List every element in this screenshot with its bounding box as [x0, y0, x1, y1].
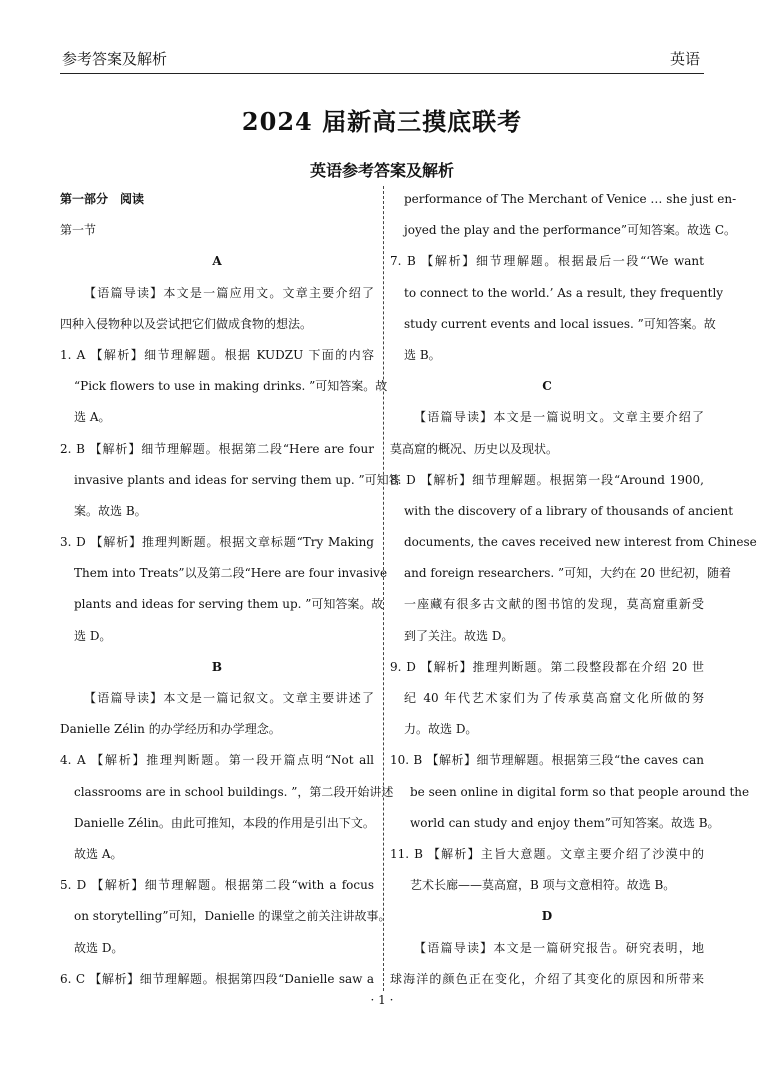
- document-subtitle: 英语参考答案及解析: [309, 161, 454, 180]
- page-number: · 1 ·: [370, 993, 394, 1007]
- text-line: 选 A。: [74, 410, 111, 425]
- answer-line: 1. A 【解析】细节理解题。根据 KUDZU 下面的内容: [60, 347, 374, 362]
- text-line: with the discovery of a library of thousands of ancient: [404, 503, 734, 518]
- text-line: 球海洋的颜色正在变化，介绍了其变化的原因和所带来: [390, 971, 704, 986]
- text-line: 纪 40 年代艺术家们为了传承莫高窟文化所做的努: [404, 691, 704, 705]
- header-right: 英语: [669, 50, 700, 68]
- text-line: 到了关注。故选 D。: [404, 628, 514, 643]
- answer-line: 2. B 【解析】细节理解题。根据第二段“Here are four: [60, 441, 374, 456]
- text-line: Danielle Zélin 的办学经历和办学理念。: [60, 722, 281, 737]
- passage-heading-b: B: [211, 659, 223, 674]
- header-left: 参考答案及解析: [62, 50, 168, 68]
- text-line: 故选 D。: [74, 940, 124, 955]
- text-line: Them into Treats”以及第二段“Here are four invasive: [74, 566, 388, 581]
- answer-line: 10. B 【解析】细节理解题。根据第三段“the caves can: [390, 753, 704, 768]
- text-line: 四种入侵物种以及尝试把它们做成食物的想法。: [60, 316, 313, 331]
- text-line: invasive plants and ideas for serving them up. ”可知答: [74, 472, 401, 487]
- document-title: 2024 届新高三摸底联考: [241, 107, 523, 136]
- text-line: performance of The Merchant of Venice … she just en-: [404, 192, 737, 206]
- answer-line: 5. D 【解析】细节理解题。根据第二段“with a focus: [60, 878, 374, 893]
- text-line: documents, the caves received new interest from Chinese: [404, 535, 757, 550]
- left-column: [60, 184, 401, 995]
- text-line: be seen online in digital form so that people around the: [410, 784, 750, 799]
- text-line: 选 D。: [74, 628, 112, 643]
- text-line: 【语篇导读】本文是一篇说明文。文章主要介绍了: [414, 410, 704, 425]
- text-line: 艺术长廊——莫高窟，B 项与文意相符。故选 B。: [410, 878, 676, 893]
- part-heading: 第一部分 阅读: [60, 192, 145, 206]
- passage-heading-c: C: [542, 379, 552, 394]
- text-line: joyed the play and the performance”可知答案。故选 C。: [404, 223, 737, 238]
- text-line: 选 B。: [404, 347, 441, 362]
- text-line: classrooms are in school buildings. ”，第二段开始讲述: [74, 784, 394, 799]
- text-line: 一座藏有很多古文献的图书馆的发现，莫高窟重新受: [404, 597, 704, 612]
- answer-line: 7. B 【解析】细节理解题。根据最后一段“‘We want: [390, 254, 704, 269]
- text-line: 故选 A。: [74, 846, 123, 861]
- text-line: Danielle Zélin。由此可推知，本段的作用是引出下文。: [74, 815, 375, 830]
- text-line: world can study and enjoy them”可知答案。故选 B。: [410, 815, 720, 830]
- text-line: 莫高窟的概况、历史以及现状。: [390, 441, 559, 456]
- text-line: 【语篇导读】本文是一篇应用文。文章主要介绍了: [84, 285, 374, 300]
- answer-line: 4. A 【解析】推理判断题。第一段开篇点明“Not all: [60, 753, 374, 768]
- text-line: 案。故选 B。: [74, 503, 147, 518]
- text-line: 【语篇导读】本文是一篇记叙文。文章主要讲述了: [84, 691, 374, 705]
- answer-line: 8. D 【解析】细节理解题。根据第一段“Around 1900,: [390, 472, 704, 487]
- section-heading: 第一节: [60, 223, 97, 238]
- answer-line: 11. B 【解析】主旨大意题。文章主要介绍了沙漠中的: [390, 846, 704, 861]
- text-line: study current events and local issues. ”可知答案。故: [404, 316, 716, 331]
- text-line: to connect to the world.’ As a result, they frequently: [404, 285, 724, 300]
- text-line: plants and ideas for serving them up. ”可知答案。故: [74, 597, 384, 612]
- header-rule: [60, 73, 704, 74]
- answer-line: 9. D 【解析】推理判断题。第二段整段都在介绍 20 世: [390, 659, 704, 674]
- text-line: “Pick flowers to use in making drinks. ”可知答案。故: [74, 379, 388, 394]
- text-line: 【语篇导读】本文是一篇研究报告。研究表明，地: [414, 940, 704, 955]
- passage-heading-a: A: [212, 254, 222, 269]
- text-line: on storytelling”可知，Danielle 的课堂之前关注讲故事。: [74, 909, 391, 924]
- answer-line: 6. C 【解析】细节理解题。根据第四段“Danielle saw a: [60, 971, 374, 986]
- answer-line: 3. D 【解析】推理判断题。根据文章标题“Try Making: [60, 535, 374, 550]
- text-line: and foreign researchers. ”可知，大约在 20 世纪初，随着: [404, 566, 732, 581]
- passage-heading-d: D: [541, 909, 553, 924]
- column-divider: [383, 186, 384, 991]
- text-line: 力。故选 D。: [404, 722, 478, 737]
- right-column: [390, 184, 757, 995]
